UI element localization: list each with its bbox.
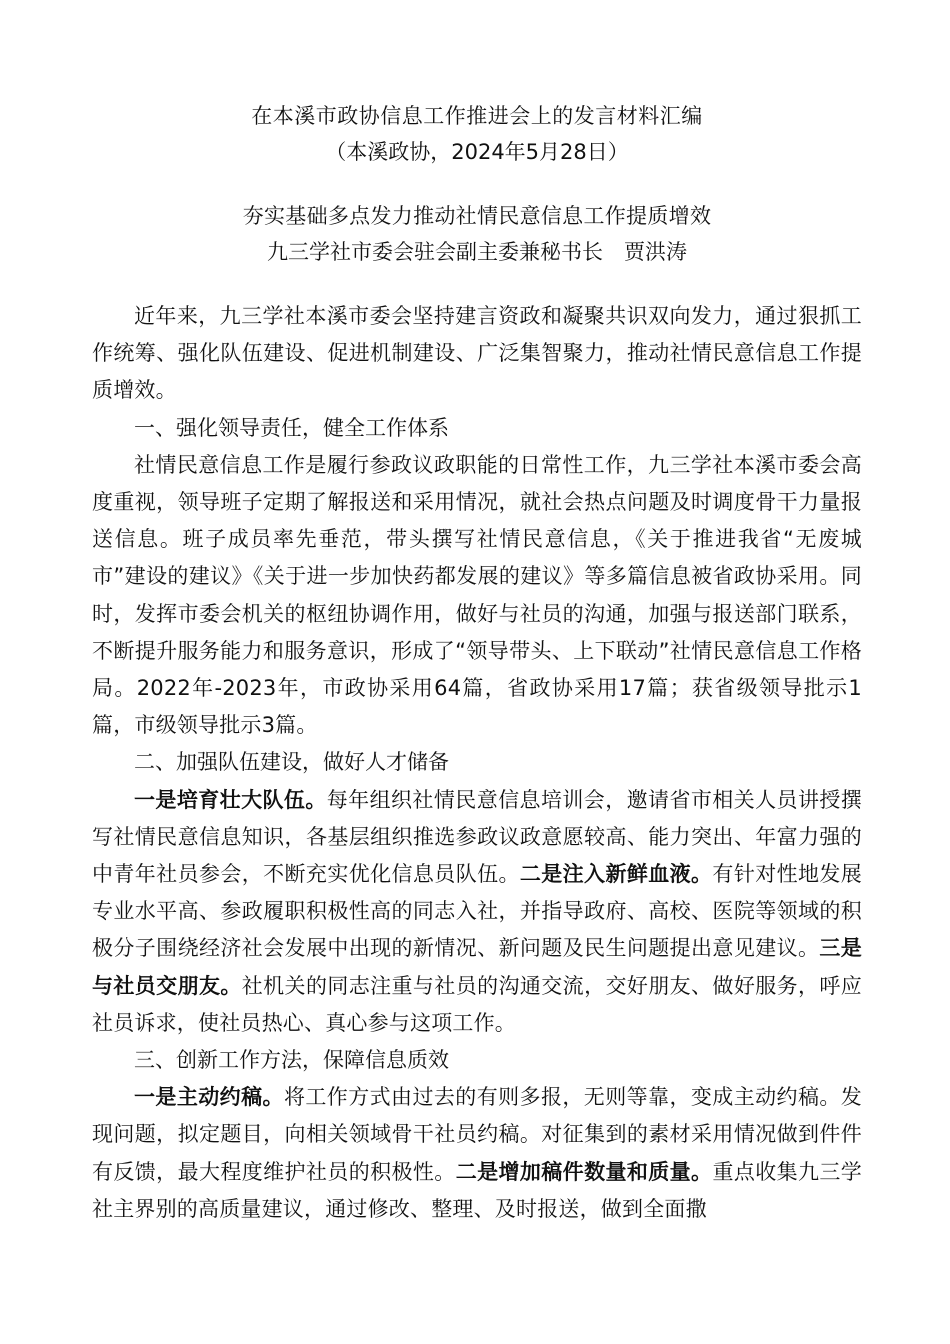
section-heading-2: 二、加强队伍建设，做好人才储备	[134, 750, 449, 775]
section-2-paragraph	[92, 782, 862, 1042]
section-2-text-3: 社机关的同志注重与社员的沟通交流，交好朋友、做好服务，呼应社员诉求，使社员热心、真心参与这项工作。	[92, 973, 862, 1035]
section-2-text-1: 每年组织社情民意信息培训会，邀请省市相关人员讲授撰写社情民意信息知识，各基层组织推选参政议政意愿较高、能力突出、年富力强的中青年社员参会，不断充实优化信息员队伍。	[92, 787, 862, 887]
speech-title: 夯实基础多点发力推动社情民意信息工作提质增效	[242, 204, 712, 228]
bold-lead-1: 一是培育壮大队伍。	[134, 787, 327, 812]
document-title: 在本溪市政协信息工作推进会上的发言材料汇编	[251, 104, 703, 128]
bold-lead-3: 三是与社员交朋友。	[92, 936, 863, 998]
section-2-text-2: 有针对性地发展专业水平高、参政履职积极性高的同志入社，并指导政府、高校、医院等领域的积极分子围绕经济社会发展中出现的新情况、新问题及民生问题提出意见建议。	[92, 862, 862, 961]
bold-lead-5: 二是增加稿件数量和质量。	[455, 1159, 713, 1184]
bold-lead-4: 一是主动约稿。	[134, 1085, 284, 1110]
bold-lead-2: 二是注入新鲜血液。	[519, 862, 713, 887]
section-1-paragraph: 社情民意信息工作是履行参政议政职能的日常性工作，九三学社本溪市委会高度重视，领导班子定期了解报送和采用情况，就社会热点问题及时调度骨干力量报送信息。班子成员率先垂范，带头撰写社情民意信息，《关于推进我省“无废城市”建设的建议》《关于进一步加快药都发展的建议》等多篇信息被省政协采用。同时，发挥市委会机关的枢纽协调作用，做好与社员的沟通，加强与报送部门联系，不断提升服务能力和服务意识，形成了“领导带头、上下联动”社情民意信息工作格局。2022年-2023年，市政协采用64篇，省政协采用17篇；获省级领导批示1篇，市级领导批示3篇。	[92, 452, 862, 738]
section-3-paragraph	[92, 1079, 862, 1228]
section-3-text-1: 将工作方式由过去的有则多报，无则等靠，变成主动约稿。发现问题，拟定题目，向相关领域骨干社员约稿。对征集到的素材采用情况做到件件有反馈，最大程度维护社员的积极性。	[92, 1085, 862, 1184]
document-subtitle: （本溪政协，2024年5月28日）	[325, 140, 629, 164]
section-3-text-2: 重点收集九三学社主界别的高质量建议，通过修改、整理、及时报送，做到全面撒	[92, 1159, 862, 1221]
document-body	[92, 298, 862, 1228]
section-heading-3: 三、创新工作方法，保障信息质效	[134, 1048, 449, 1073]
speech-author: 九三学社市委会驻会副主委兼秘书长 贾洪涛	[267, 240, 687, 264]
intro-paragraph: 近年来，九三学社本溪市委会坚持建言资政和凝聚共识双向发力，通过狠抓工作统筹、强化队伍建设、促进机制建设、广泛集智聚力，推动社情民意信息工作提质增效。	[92, 304, 862, 403]
section-heading-1: 一、强化领导责任，健全工作体系	[134, 415, 449, 440]
